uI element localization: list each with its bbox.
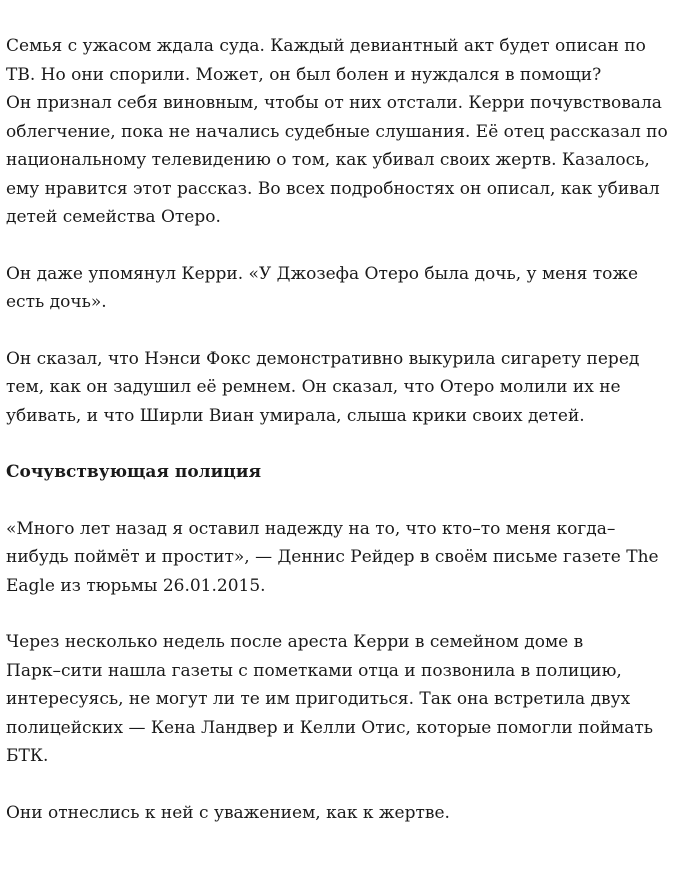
text-line: национальному телевидению о том, как убивал своих жертв. Казалось,: [6, 150, 650, 170]
text-line: ему нравится этот рассказ. Во всех подробностях он описал, как убивал: [6, 178, 660, 199]
text-line: Он даже упомянул Керри. «У Джозефа Отеро была дочь, у меня тоже: [6, 263, 639, 284]
text-line: убивать, и что Ширли Виан умирала, слыша крики своих детей.: [6, 405, 585, 426]
paragraph-quote: [6, 515, 686, 601]
text-line: Семья с ужасом ждала суда. Каждый девиантный акт будет описан по: [6, 36, 646, 56]
paragraph-trial-fear: [6, 32, 686, 232]
text-line: нибудь поймёт и простит», — Деннис Рейдер в своём письме газете The: [6, 547, 659, 567]
text-line: интересуясь, не могут ли те им пригодиться. Так она встретила двух: [6, 689, 631, 709]
text-line: тем, как он задушил её ремнем. Он сказал, что Отеро молили их не: [6, 377, 621, 397]
section-heading: Сочувствующая полиция: [6, 462, 262, 482]
text-line: ТВ. Но они спорили. Может, он был болен и нуждался в помощи?: [6, 64, 602, 85]
text-line: Он признал себя виновным, чтобы от них отстали. Керри почувствовала: [6, 93, 662, 113]
text-line: детей семейства Отеро.: [6, 207, 221, 227]
text-line: Через несколько недель после ареста Керри в семейном доме в: [6, 632, 584, 652]
text-line: облегчение, пока не начались судебные слушания. Её отец рассказал по: [6, 121, 668, 142]
text-line: Он сказал, что Нэнси Фокс демонстративно выкурила сигарету перед: [6, 348, 640, 369]
paragraph-mentioned-kerri: [6, 260, 686, 317]
text-line: полицейских — Кена Ландвер и Келли Отис, которые помогли поймать: [6, 717, 654, 738]
paragraph-police-contact: [6, 628, 686, 771]
article-body: [6, 32, 686, 855]
text-line: Парк–сити нашла газеты с пометками отца и позвонила в полицию,: [6, 660, 622, 681]
text-line: «Много лет назад я оставил надежду на то, что кто–то меня когда–: [6, 518, 616, 539]
paragraph-victims: [6, 345, 686, 431]
text-line: Они отнеслись к ней с уважением, как к жертве.: [6, 802, 450, 823]
text-line: Eagle из тюрьмы 26.01.2015.: [6, 575, 266, 596]
text-line: БТК.: [6, 746, 49, 766]
paragraph-respect: [6, 799, 686, 828]
text-line: есть дочь».: [6, 292, 107, 312]
